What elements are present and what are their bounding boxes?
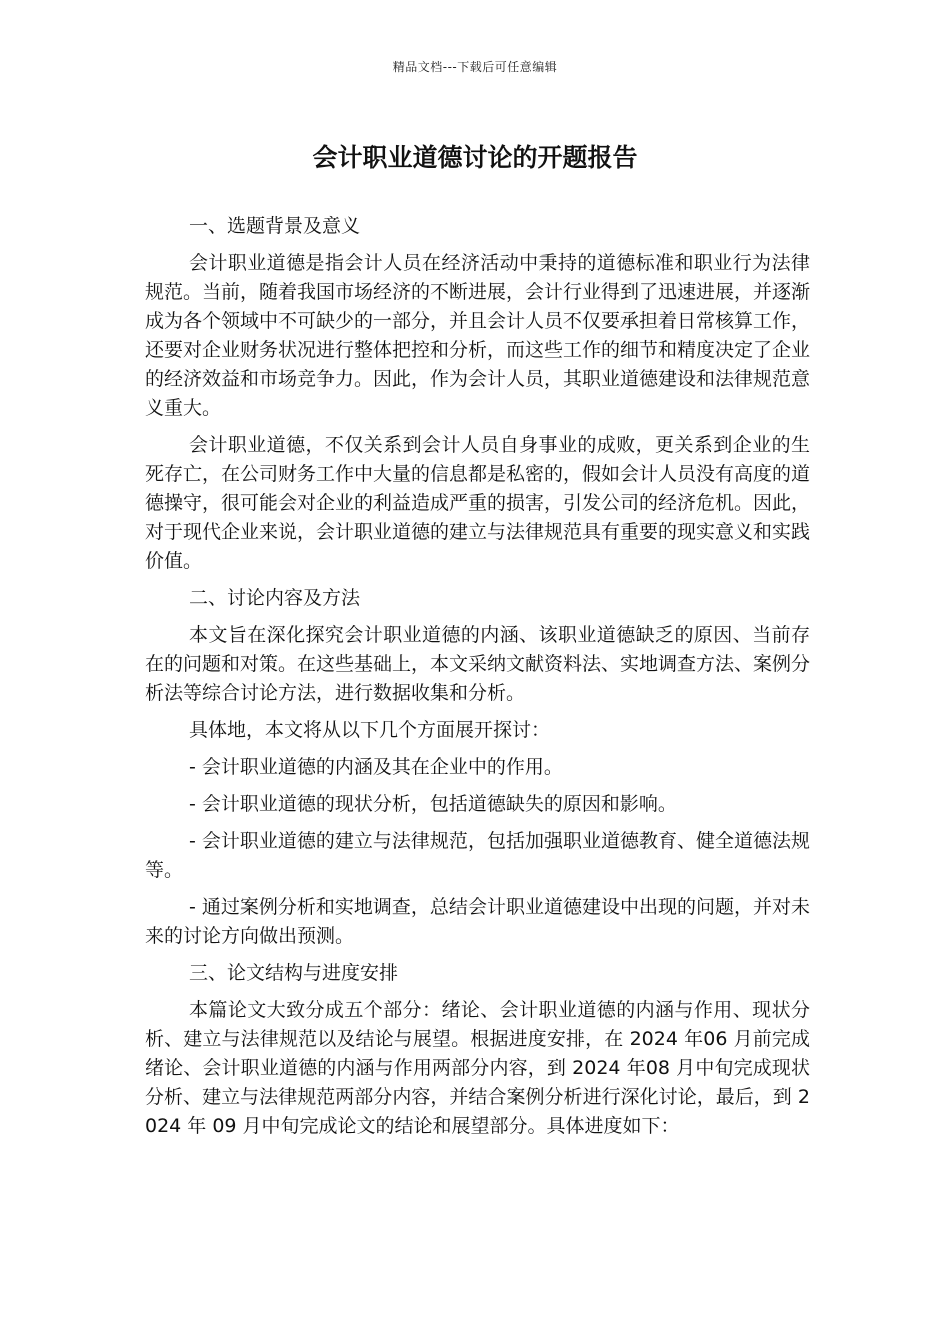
section-2-list-item-1: - 会计职业道德的内涵及其在企业中的作用。 — [189, 756, 563, 778]
header-note: 精品文档---下载后可任意编辑 — [392, 60, 558, 74]
section-2-list-item-4: - 通过案例分析和实地调查，总结会计职业道德建设中出现的问题，并对未来的讨论方向做出预测。 — [145, 896, 810, 947]
section-2-list-item-2: - 会计职业道德的现状分析，包括道德缺失的原因和影响。 — [189, 793, 677, 815]
document-body — [145, 212, 810, 1149]
section-1-paragraph-1: 会计职业道德是指会计人员在经济活动中秉持的道德标准和职业行为法律规范。当前，随着我国市场经济的不断进展，会计行业得到了迅速进展，并逐渐成为各个领域中不可缺少的一部分，并且会计人员不仅要承担着日常核算工作，还要对企业财务状况进行整体把控和分析，而这些工作的细节和精度决定了企业的经济效益和市场竞争力。因此，作为会计人员，其职业道德建设和法律规范意义重大。 — [145, 252, 811, 419]
section-2-list-item-3: - 会计职业道德的建立与法律规范，包括加强职业道德教育、健全道德法规等。 — [145, 830, 810, 881]
section-3-heading: 三、论文结构与进度安排 — [189, 962, 399, 984]
section-2-paragraph-2: 具体地，本文将从以下几个方面展开探讨： — [189, 719, 551, 741]
section-1-paragraph-2: 会计职业道德，不仅关系到会计人员自身事业的成败，更关系到企业的生死存亡，在公司财务工作中大量的信息都是私密的，假如会计人员没有高度的道德操守，很可能会对企业的利益造成严重的损害，引发公司的经济危机。因此，对于现代企业来说，会计职业道德的建立与法律规范具有重要的现实意义和实践价值。 — [145, 434, 811, 572]
section-2-paragraph-1: 本文旨在深化探究会计职业道德的内涵、该职业道德缺乏的原因、当前存在的问题和对策。在这些基础上，本文采纳文献资料法、实地调查方法、案例分析法等综合讨论方法，进行数据收集和分析。 — [145, 624, 811, 704]
section-3-paragraph-1: 本篇论文大致分成五个部分：绪论、会计职业道德的内涵与作用、现状分析、建立与法律规范以及结论与展望。根据进度安排，在 2024 年06 月前完成绪论、会计职业道德的内涵与作用两部分内容，到 2024 年08 月中旬完成现状分析、建立与法律规范两部分内容，并结合案例分析进行深化讨论，最后，到 2024 年 09 月中旬完成论文的结论和展望部分。具体进度如下： — [145, 999, 810, 1137]
section-2-heading: 二、讨论内容及方法 — [189, 587, 361, 609]
document-title: 会计职业道德讨论的开题报告 — [312, 143, 638, 172]
section-1-heading: 一、选题背景及意义 — [189, 215, 361, 237]
